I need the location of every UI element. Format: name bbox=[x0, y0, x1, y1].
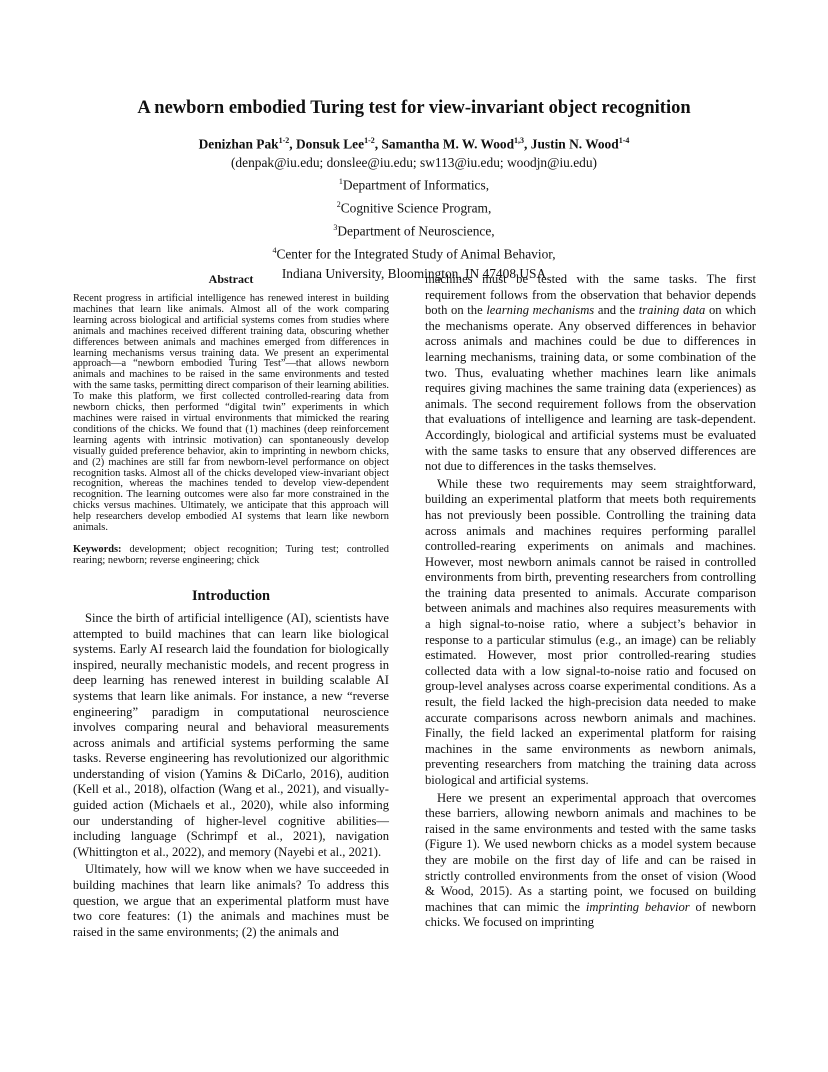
author-affil-sup: 1,3 bbox=[514, 136, 525, 145]
affiliation-line: $^3$Department of Neuroscience, bbox=[333, 223, 495, 239]
affiliation-block bbox=[60, 153, 768, 283]
email-line: (denpak@iu.edu; donslee@iu.edu; sw113@iu.edu; woodjn@iu.edu) bbox=[230, 155, 598, 170]
author-name: Denizhan Pak bbox=[198, 136, 279, 152]
paper-title: A newborn embodied Turing test for view-invariant object recognition bbox=[137, 98, 691, 118]
abstract-heading: Abstract bbox=[208, 272, 254, 286]
author-name: Justin N. Wood bbox=[530, 136, 619, 152]
keywords-line bbox=[73, 544, 389, 566]
affiliation-line: $^4$Center for the Integrated Study of Animal Behavior, bbox=[272, 246, 556, 262]
introduction-heading: Introduction bbox=[191, 587, 271, 604]
left-column bbox=[73, 272, 389, 940]
body-paragraph: machines must be tested with the same tasks. The first requirement follows from the observation that behavior depends both on the learning mechanisms and the training data on which the mechanisms operate. Any observed differences in behavior across animals and machines could be due to differences in learning mechanisms, training data, or some combination of the two. Thus, evaluating whether machines learn like animals requires giving machines the same training data (experiences) as animals. The second requirement follows from the observation that evaluations of intelligence and learning are task-dependent. Accordingly, biological and artificial systems must be evaluated with the same tasks to ensure that any observed differences are not due to differences in the tasks themselves. bbox=[425, 272, 757, 474]
author-affil-sup: 1-2 bbox=[278, 136, 290, 145]
emphasis: training data bbox=[638, 303, 706, 318]
emphasis: learning mechanisms bbox=[486, 303, 595, 318]
right-column bbox=[425, 272, 756, 931]
author-name: Donsuk Lee bbox=[295, 136, 365, 152]
body-paragraph: Ultimately, how will we know when we have succeeded in building machines that learn like animals? To address this question, we argue that an experimental platform must have two core features: (1) the animals and machines must be raised in the same environments; (2) the animals and bbox=[73, 862, 389, 939]
affiliation-line: Indiana University, Bloomington, IN 47408 USA bbox=[281, 265, 547, 281]
affiliation-line: $^1$Department of Informatics, bbox=[338, 177, 490, 193]
abstract-text: Recent progress in artificial intelligence has renewed interest in building machines that learn like animals. Almost all of the work comparing learning across biological and artificial systems comes from studies where animals and machines received different training data, obscuring whether differences between animals and machines emerged from differences in learning mechanisms versus training data. We present an experimental approach—a “newborn embodied Turing Test”—that allows newborn animals and machines to be raised in the same environments and tested with the same tasks, permitting direct comparison of their learning abilities. To make this platform, we first collected controlled-rearing data from newborn chicks, then performed “digital twin” experiments in which machines were raised in virtual environments that mimicked the rearing conditions of the chicks. We found that (1) machines (deep reinforcement learning agents with intrinsic motivation) can spontaneously develop visually guided preference behavior, akin to imprinting in newborn chicks, and (2) machines are still far from newborn-level performance on object recognition tasks. Almost all of the chicks developed view-invariant object recognition, whereas the machines tended to develop view-dependent recognition. The learning outcomes were also far more constrained in the chicks versus machines. Ultimately, we anticipate that this approach will help researchers develop embodied AI systems that learn like newborn animals. bbox=[73, 293, 389, 534]
emphasis: imprinting behavior bbox=[585, 899, 690, 914]
keywords-label: Keywords: bbox=[73, 543, 122, 555]
affiliation-line: $^2$Cognitive Science Program, bbox=[336, 200, 492, 216]
keywords-text: development; object recognition; Turing test; controlled rearing; newborn; reverse engineering; chick bbox=[73, 543, 389, 566]
author-name: Samantha M. W. Wood bbox=[381, 136, 515, 152]
author-affil-sup: 1-4 bbox=[618, 136, 630, 145]
author-affil-sup: 1-2 bbox=[364, 136, 375, 145]
body-paragraph: While these two requirements may seem straightforward, building an experimental platform that meets both requirements has not previously been possible. Controlling the training data across animals and machines requires performing parallel controlled-rearing experiments on animals and machines. However, most newborn animals cannot be raised in controlled environments from birth, preventing researchers from controlling the training data presented to animals. Accurate comparison between animals and machines also requires measurements with a high signal-to-noise ratio, where a subject’s behavior in response to a particular stimulus (e.g., an image) can be reliably estimated. However, most prior controlled-rearing studies collected data with a low signal-to-noise ratio and focused on group-level analyses across coarse experimental conditions. As a result, the field lacked the high-precision data needed to make accurate comparisons across newborn animals and machines. Finally, the field lacked an experimental platform for raising machines in the same environments as newborn animals, preventing researchers from matching the training data across biological and artificial systems. bbox=[425, 476, 756, 787]
author-list: Denizhan Pak$^{1-2}$, Donsuk Lee$^{1-2}$, Samantha M. W. Wood$^{1,3}$, Justin N. Wood$^{1-4}$ bbox=[198, 136, 630, 152]
body-paragraph: Since the birth of artificial intelligence (AI), scientists have attempted to build machines that can learn like biological systems. Early AI research laid the foundation for biologically inspired, neurally mechanistic models, and recent progress in deep learning has renewed interest in building scalable AI systems that learn like animals. For instance, a new “reverse engineering” paradigm in computational neuroscience involves comparing neural and behavioral measurements across animals and artificial systems performing the same tasks. Reverse engineering has revolutionized our algorithmic understanding of vision (Yamins & DiCarlo, 2016), audition (Kell et al., 2018), olfaction (Wang et al., 2021), and visually-guided action (Michaels et al., 2020), while also informing our understanding of higher-level cognitive abilities—including language (Schrimpf et al., 2021), navigation (Whittington et al., 2022), and memory (Nayebi et al., 2021). bbox=[73, 610, 389, 859]
body-paragraph: Here we present an experimental approach that overcomes these barriers, allowing newborn animals and machines to be raised in the same environments and tested with the same tasks (Figure 1). We used newborn chicks as a model system because they are mobile on the first day of life and can be raised in strictly controlled environments from the onset of vision (Wood & Wood, 2015). As a starting point, we focused on building machines that can mimic the imprinting behavior of newborn chicks. We focused on imprinting bbox=[425, 790, 756, 930]
